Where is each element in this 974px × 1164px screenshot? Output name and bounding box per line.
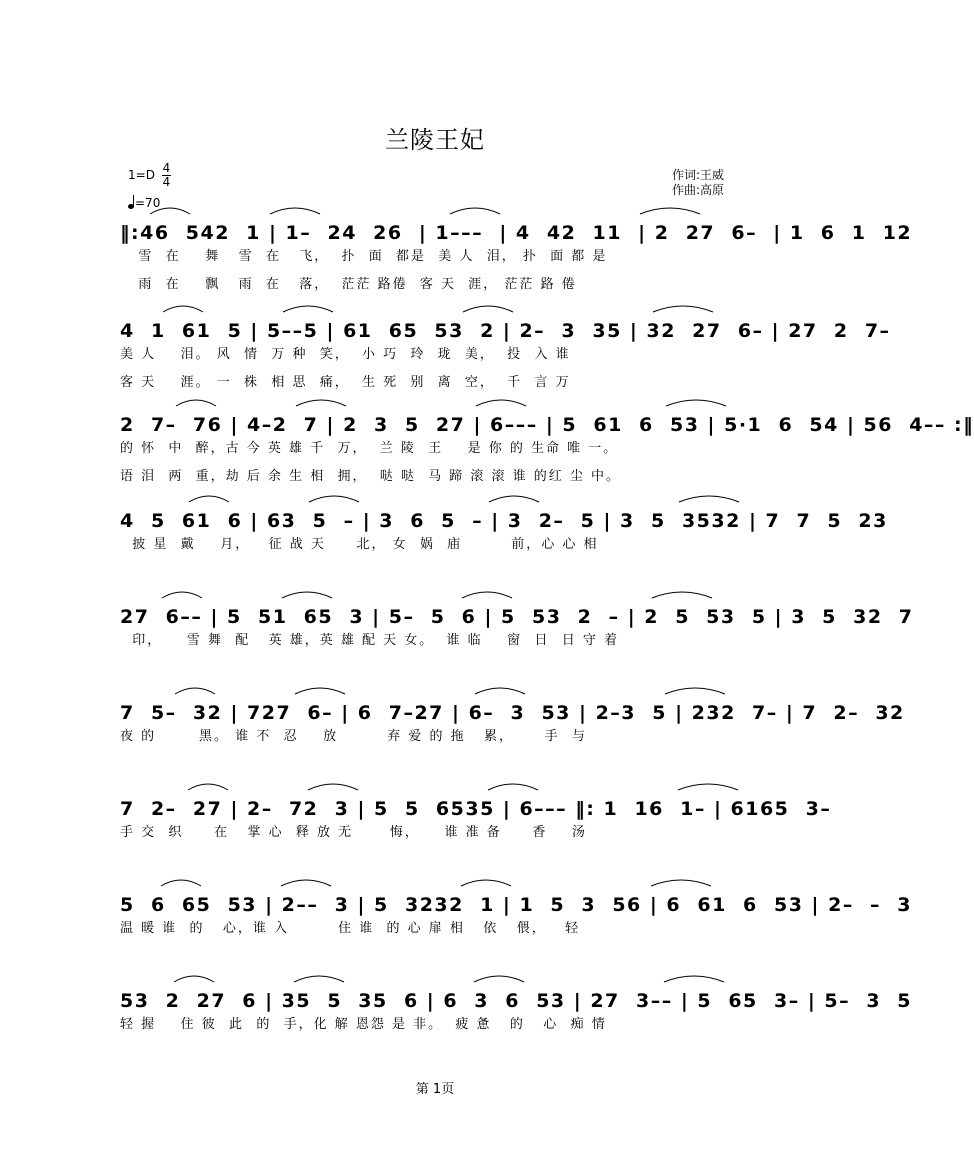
slur-marks (120, 680, 905, 740)
time-signature (162, 162, 171, 189)
slur-arc (294, 976, 344, 982)
slur-arc (665, 688, 725, 694)
slur-arc (270, 208, 320, 214)
slur-arc (640, 208, 700, 214)
notation-line: 4 5 61 6 | 63 5 – | 3 6 5 – | 3 2– 5 | 3 5 3532 | 7 7 5 23 (120, 510, 888, 532)
slur-arc (461, 880, 511, 886)
notation-line: 5 6 65 53 | 2–– 3 | 5 3232 1 | 1 5 3 56 | 6 61 6 53 | 2– – 3 (120, 894, 913, 916)
lyric-verse-2: 客 天 涯。 一 株 相 思 痛， 生 死 别 离 空， 千 言 万 (120, 375, 571, 390)
slur-arc (281, 880, 331, 886)
slur-marks (120, 392, 974, 452)
notation-line: 7 5– 32 | 727 6– | 6 7–27 | 6– 3 53 | 2–3 5 | 232 7– | 7 2– 32 (120, 702, 905, 724)
slur-arc (282, 592, 332, 598)
slur-arc (188, 784, 228, 790)
notation-line: 7 2– 27 | 2– 72 3 | 5 5 6535 | 6––– ‖: 1 16 1– | 6165 3– (120, 798, 832, 820)
time-bottom: 4 (162, 175, 171, 189)
lyric-verse-1: 美 人 泪。 风 情 万 种 笑， 小 巧 玲 珑 美， 投 入 谁 (120, 347, 571, 362)
page-number: 第 1页 (415, 1082, 455, 1097)
slur-arc (309, 496, 359, 502)
score-system (120, 986, 913, 1066)
lyric-verse-1: 夜 的 黑。 谁 不 忍 放 弃 爱 的 拖 累， 手 与 (120, 729, 587, 744)
song-title: 兰陵王妃 (385, 126, 485, 154)
slur-arc (474, 976, 524, 982)
lyric-verse-1: 披 星 戴 月， 征 战 天 北， 女 娲 庙 前，心 心 相 (120, 537, 599, 552)
slur-arc (666, 400, 726, 406)
credits (672, 168, 724, 198)
slur-arc (651, 880, 711, 886)
slur-marks (120, 200, 913, 260)
lyric-verse-1: 的 怀 中 醉，古 今 英 雄 千 万， 兰 陵 王 是 你 的 生命 唯 一。 (120, 441, 619, 456)
slur-arc (679, 496, 739, 502)
lyric-verse-1: 轻 握 住 彼 此 的 手，化 解 恩怨 是 非。 疲 惫 的 心 痴 情 (120, 1017, 607, 1032)
slur-arc (664, 976, 724, 982)
slur-arc (450, 208, 500, 214)
score-system (120, 316, 891, 396)
key-label: 1=D (128, 168, 155, 182)
slur-marks (120, 488, 888, 548)
slur-arc (463, 306, 513, 312)
score-system (120, 506, 888, 586)
notation-line: 4 1 61 5 | 5––5 | 61 65 53 2 | 2– 3 35 | 32 27 6– | 27 2 7– (120, 320, 891, 342)
slur-arc (678, 784, 738, 790)
slur-arc (162, 592, 202, 598)
lyric-verse-1: 手 交 织 在 掌 心 释 放 无 悔， 谁 准 备 香 汤 (120, 825, 587, 840)
lyricist: 作词:王威 (672, 168, 725, 182)
lyric-verse-1: 温 暖 谁 的 心，谁 入 住 谁 的 心 扉 相 依 偎， 轻 (120, 921, 581, 936)
slur-arc (163, 306, 203, 312)
slur-arc (175, 688, 215, 694)
tempo-value: =70 (135, 196, 161, 210)
slur-arc (488, 784, 538, 790)
score-system (120, 218, 913, 298)
slur-arc (150, 208, 190, 214)
slur-arc (283, 306, 333, 312)
slur-arc (653, 306, 713, 312)
lyric-verse-2: 雨 在 飘 雨 在 落， 茫茫 路倦 客 天 涯， 茫茫 路 倦 (120, 277, 577, 292)
score-system (120, 410, 974, 490)
slur-arc (296, 400, 346, 406)
notation-line: ‖:46 542 1 | 1– 24 26 | 1––– | 4 42 11 | 2 27 6– | 1 6 1 12 (120, 222, 913, 244)
notation-line: 2 7– 76 | 4–2 7 | 2 3 5 27 | 6––– | 5 61 6 53 | 5·1 6 54 | 56 4–– :‖ (120, 414, 974, 436)
slur-marks (120, 968, 913, 1028)
composer: 作曲:高原 (672, 183, 725, 197)
slur-arc (652, 592, 712, 598)
slur-arc (161, 880, 201, 886)
slur-arc (462, 592, 512, 598)
slur-arc (176, 400, 216, 406)
time-top: 4 (162, 161, 171, 175)
notation-line: 27 6–– | 5 51 65 3 | 5– 5 6 | 5 53 2 – | 2 5 53 5 | 3 5 32 7 (120, 606, 914, 628)
slur-marks (120, 872, 913, 932)
score-system (120, 794, 832, 874)
slur-arc (308, 784, 358, 790)
score-system (120, 698, 905, 778)
slur-arc (295, 688, 345, 694)
slur-marks (120, 776, 832, 836)
lyric-verse-1: 印， 雪 舞 配 英 雄，英 雄 配 天 女。 谁 临 窗 日 日 守 着 (120, 633, 619, 648)
lyric-verse-2: 语 泪 两 重，劫 后 余 生 相 拥， 哒 哒 马 蹄 滚 滚 谁 的红 尘 中。 (120, 469, 622, 484)
slur-arc (189, 496, 229, 502)
score-system (120, 602, 914, 682)
key-signature (128, 161, 171, 189)
lyric-verse-1: 雪 在 舞 雪 在 飞， 扑 面 都是 美 人 泪， 扑 面 都 是 (120, 249, 608, 264)
score-system (120, 890, 913, 970)
slur-arc (174, 976, 214, 982)
slur-marks (120, 298, 891, 358)
notation-line: 53 2 27 6 | 35 5 35 6 | 6 3 6 53 | 27 3–– | 5 65 3– | 5– 3 5 (120, 990, 913, 1012)
slur-arc (475, 688, 525, 694)
slur-arc (489, 496, 539, 502)
slur-marks (120, 584, 914, 644)
slur-arc (476, 400, 526, 406)
